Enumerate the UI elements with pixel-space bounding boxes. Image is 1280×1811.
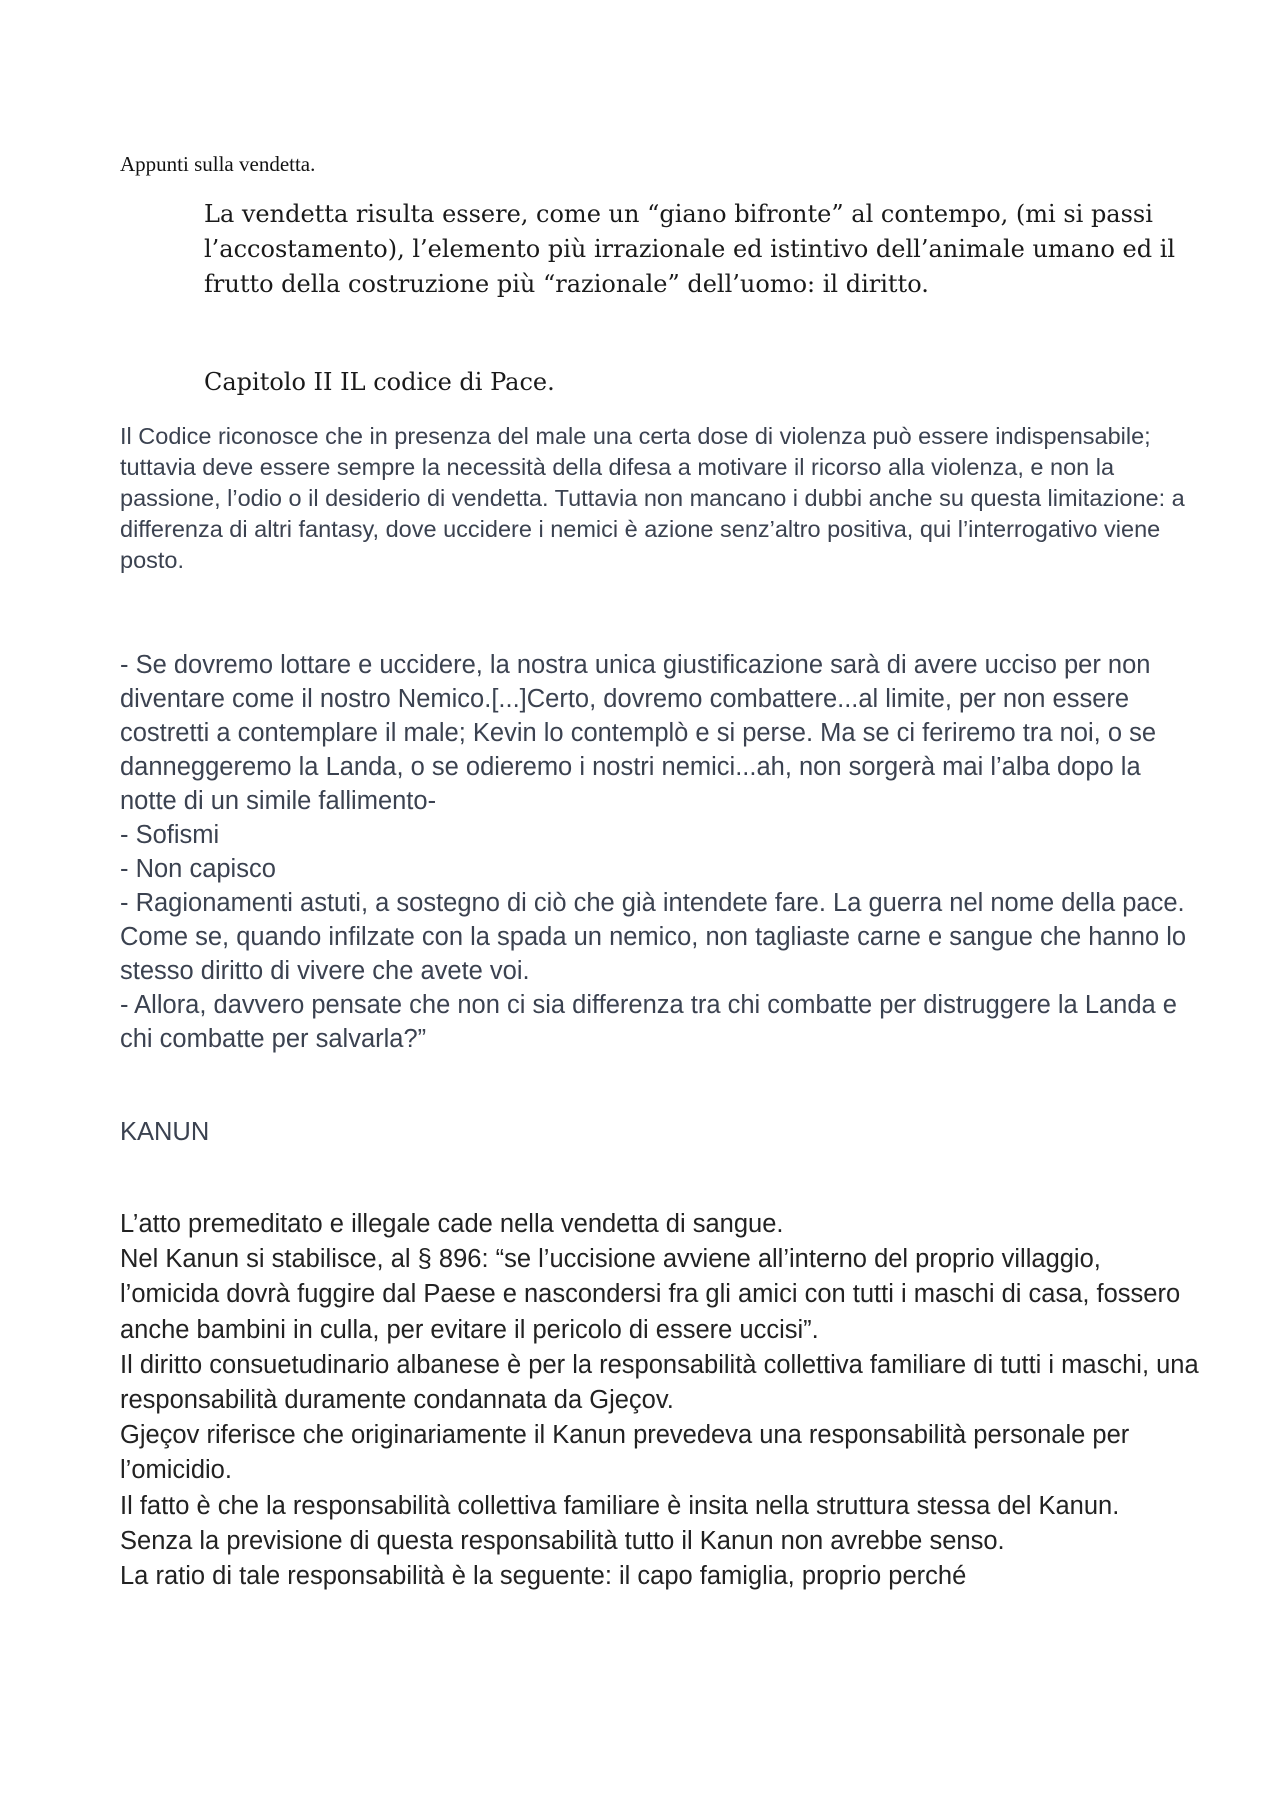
quote-line: - Non capisco — [120, 855, 276, 883]
kanun-line: Il fatto è che la responsabilità collettiva familiare è insita nella struttura stessa del Kanun. — [120, 1491, 1120, 1520]
kanun-line: Gjeçov riferisce che originariamente il Kanun prevedeva una responsabilità personale per l’omicidio. — [120, 1421, 1130, 1485]
document-title: Appunti sulla vendetta. — [120, 152, 316, 176]
kanun-line: L’atto premeditato e illegale cade nella vendetta di sangue. — [120, 1210, 784, 1238]
quote-block — [120, 648, 1200, 1056]
kanun-section — [120, 1207, 1200, 1594]
chapter-heading: Capitolo II IL codice di Pace. — [204, 368, 555, 396]
kanun-line: Senza la previsione di questa responsabilità tutto il Kanun non avrebbe senso. — [120, 1526, 1005, 1555]
kanun-line: Il diritto consuetudinario albanese è per la responsabilità collettiva familiare di tutti i maschi, una responsabilità duramente condannata da Gjeçov. — [120, 1350, 1199, 1415]
quote-line: - Allora, davvero pensate che non ci sia differenza tra chi combatte per distruggere la Landa e chi combatte per salvarla?” — [120, 991, 1177, 1053]
quote-line: - Sofismi — [120, 821, 220, 849]
kanun-heading: KANUN — [120, 1118, 210, 1146]
quote-line: - Ragionamenti astuti, a sostegno di ciò che già intendete fare. La guerra nel nome della pace. Come se, quando infilzate con la spada un nemico, non tagliaste carne e sangue che hanno lo stesso diritto di vivere che avete voi. — [120, 889, 1187, 985]
kanun-line: La ratio di tale responsabilità è la seguente: il capo famiglia, proprio perché — [120, 1562, 967, 1591]
kanun-line: Nel Kanun si stabilisce, al § 896: “se l’uccisione avviene all’interno del proprio villaggio, l’omicida dovrà fuggire dal Paese e nascondersi fra gli amici con tutti i maschi di casa, fossero anche bambini in culla, per evitare il pericolo di essere uccisi”. — [120, 1245, 1181, 1344]
intro-paragraph: La vendetta risulta essere, come un “giano bifronte” al contempo, (mi si passi l’accostamento), l’elemento più irrazionale ed istintivo dell’animale umano ed il frutto della costruzione più “razionale” dell’uomo: il diritto. — [204, 200, 1176, 298]
codice-paragraph: Il Codice riconosce che in presenza del male una certa dose di violenza può essere indispensabile; tuttavia deve essere sempre la necessità della difesa a motivare il ricorso alla violenza, e non la passione, l’odio o il desiderio di vendetta. Tuttavia non mancano i dubbi anche su questa limitazione: a differenza di altri fantasy, dove uccidere i nemici è azione senz’altro positiva, qui l’interrogativo viene posto. — [120, 423, 1185, 573]
quote-line: - Se dovremo lottare e uccidere, la nostra unica giustificazione sarà di avere ucciso per non diventare come il nostro Nemico.[...]Certo, dovremo combattere...al limite, per non essere costretti a contemplare il male; Kevin lo contemplò e si perse. Ma se ci feriremo tra noi, o se danneggeremo la Landa, o se odieremo i nostri nemici...ah, non sorgerà mai l’alba dopo la notte di un simile fallimento- — [120, 651, 1157, 815]
